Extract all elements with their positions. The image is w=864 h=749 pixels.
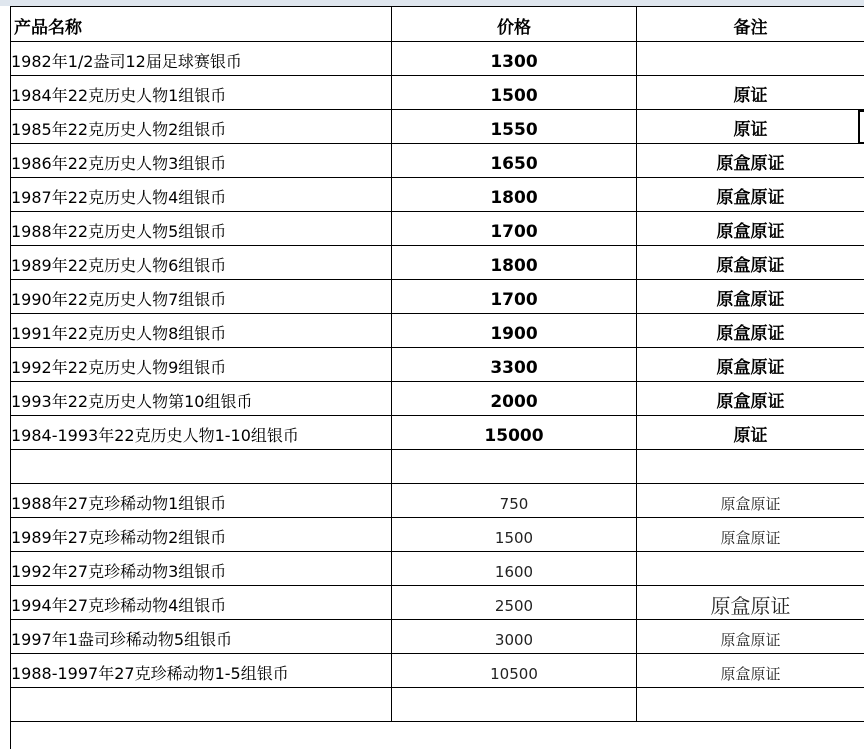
header-row [11, 7, 864, 42]
product-name-cell[interactable] [11, 688, 392, 722]
table-row [11, 144, 864, 178]
table-row [11, 280, 864, 314]
note-cell[interactable]: 原证 [637, 416, 864, 450]
product-name-cell[interactable]: 1982年1/2盎司12届足球赛银币 [11, 42, 392, 76]
note-cell[interactable]: 原盒原证 [637, 654, 864, 688]
table-row [11, 586, 864, 620]
table-row-empty [11, 450, 864, 484]
table-row [11, 348, 864, 382]
note-cell[interactable]: 原盒原证 [637, 484, 864, 518]
table-row [11, 416, 864, 450]
cell-selection-edge [858, 110, 864, 144]
price-cell[interactable]: 2000 [392, 382, 637, 416]
product-name-cell[interactable]: 1988年22克历史人物5组银币 [11, 212, 392, 246]
note-cell[interactable] [637, 552, 864, 586]
note-cell[interactable] [637, 42, 864, 76]
product-name-cell[interactable]: 1990年22克历史人物7组银币 [11, 280, 392, 314]
product-name-cell[interactable]: 1994年27克珍稀动物4组银币 [11, 586, 392, 620]
header-price-cell[interactable]: 价格 [392, 7, 637, 42]
table-row [11, 484, 864, 518]
product-name-cell[interactable]: 1991年22克历史人物8组银币 [11, 314, 392, 348]
product-name-cell[interactable]: 1984-1993年22克历史人物1-10组银币 [11, 416, 392, 450]
price-cell[interactable]: 1700 [392, 212, 637, 246]
product-name-cell[interactable]: 1984年22克历史人物1组银币 [11, 76, 392, 110]
price-cell[interactable]: 1500 [392, 76, 637, 110]
price-cell[interactable] [392, 688, 637, 722]
price-cell[interactable]: 2500 [392, 586, 637, 620]
note-cell[interactable]: 原盒原证 [637, 348, 864, 382]
note-cell[interactable]: 原盒原证 [637, 586, 864, 620]
table-row [11, 246, 864, 280]
note-cell[interactable]: 原证 [637, 76, 864, 110]
table-row [11, 178, 864, 212]
table-row [11, 110, 864, 144]
note-cell[interactable]: 原盒原证 [637, 620, 864, 654]
table-row [11, 654, 864, 688]
price-cell[interactable]: 1700 [392, 280, 637, 314]
header-name-cell[interactable]: 产品名称 [11, 7, 392, 42]
price-cell[interactable]: 1550 [392, 110, 637, 144]
note-cell[interactable]: 原盒原证 [637, 144, 864, 178]
note-cell[interactable]: 原盒原证 [637, 382, 864, 416]
price-cell[interactable]: 3300 [392, 348, 637, 382]
price-cell[interactable]: 1650 [392, 144, 637, 178]
product-name-cell[interactable]: 1989年22克历史人物6组银币 [11, 246, 392, 280]
price-cell[interactable]: 3000 [392, 620, 637, 654]
note-cell[interactable]: 原盒原证 [637, 518, 864, 552]
product-name-cell[interactable]: 1992年27克珍稀动物3组银币 [11, 552, 392, 586]
price-cell[interactable] [392, 450, 637, 484]
product-name-cell[interactable]: 1985年22克历史人物2组银币 [11, 110, 392, 144]
product-name-cell[interactable]: 1992年22克历史人物9组银币 [11, 348, 392, 382]
note-cell[interactable]: 原盒原证 [637, 246, 864, 280]
table-row [11, 42, 864, 76]
price-table [10, 6, 864, 722]
product-name-cell[interactable]: 1988-1997年27克珍稀动物1-5组银币 [11, 654, 392, 688]
price-cell[interactable]: 1800 [392, 178, 637, 212]
price-cell[interactable]: 15000 [392, 416, 637, 450]
price-cell[interactable]: 1300 [392, 42, 637, 76]
note-cell[interactable]: 原证 [637, 110, 864, 144]
table-row [11, 76, 864, 110]
table-row-empty [11, 688, 864, 722]
note-cell[interactable]: 原盒原证 [637, 314, 864, 348]
table-row [11, 620, 864, 654]
product-name-cell[interactable] [11, 450, 392, 484]
table-row [11, 314, 864, 348]
price-cell[interactable]: 10500 [392, 654, 637, 688]
note-cell[interactable]: 原盒原证 [637, 280, 864, 314]
price-cell[interactable]: 750 [392, 484, 637, 518]
note-cell[interactable] [637, 688, 864, 722]
price-cell[interactable]: 1800 [392, 246, 637, 280]
price-cell[interactable]: 1900 [392, 314, 637, 348]
product-name-cell[interactable]: 1993年22克历史人物第10组银币 [11, 382, 392, 416]
table-row [11, 382, 864, 416]
table-row [11, 518, 864, 552]
note-cell[interactable]: 原盒原证 [637, 178, 864, 212]
product-name-cell[interactable]: 1988年27克珍稀动物1组银币 [11, 484, 392, 518]
table-row [11, 212, 864, 246]
table-row [11, 552, 864, 586]
price-cell[interactable]: 1500 [392, 518, 637, 552]
product-name-cell[interactable]: 1987年22克历史人物4组银币 [11, 178, 392, 212]
price-cell[interactable]: 1600 [392, 552, 637, 586]
header-note-cell[interactable]: 备注 [637, 7, 864, 42]
product-name-cell[interactable]: 1986年22克历史人物3组银币 [11, 144, 392, 178]
product-name-cell[interactable]: 1997年1盎司珍稀动物5组银币 [11, 620, 392, 654]
note-cell[interactable]: 原盒原证 [637, 212, 864, 246]
product-name-cell[interactable]: 1989年27克珍稀动物2组银币 [11, 518, 392, 552]
note-cell[interactable] [637, 450, 864, 484]
